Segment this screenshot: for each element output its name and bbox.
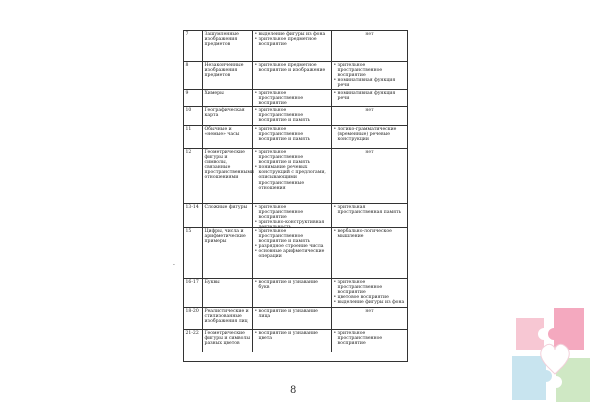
function-item: • зрительное пространственное восприятие и память	[255, 150, 330, 165]
function-item: • зрительное предметное восприятие и изображение	[255, 63, 330, 73]
table-row	[184, 149, 407, 204]
none-label: нет	[365, 150, 374, 155]
row-number: 9	[184, 90, 203, 106]
material-cell: Цифры, числа и арифметические примеры	[203, 228, 253, 278]
function-item: • восприятие и узнавание цвета	[255, 331, 330, 341]
table-row	[184, 90, 407, 107]
additional-cell	[332, 228, 407, 278]
additional-item: • зрительное пространственное восприятие	[334, 331, 406, 346]
additional-cell	[332, 330, 407, 352]
page-number: 8	[290, 385, 297, 396]
table-row	[184, 107, 407, 126]
table-row	[184, 31, 407, 62]
row-number: 8	[184, 62, 203, 89]
material-cell: Обычные и «немые» часы	[203, 126, 253, 148]
material-cell: Сложные фигуры	[203, 204, 253, 227]
material-cell: Буквы	[203, 279, 253, 307]
table-row	[184, 126, 407, 149]
additional-item: • вербально-логическое мышление	[334, 229, 406, 239]
additional-cell	[332, 308, 407, 329]
none-label: нет	[365, 309, 374, 314]
functions-cell	[253, 126, 332, 148]
functions-cell	[253, 308, 332, 329]
additional-item: • зрительное пространственное восприятие	[334, 280, 406, 295]
functions-cell	[253, 107, 332, 125]
function-item: • зрительное пространственное восприятие и память	[255, 108, 330, 123]
row-number: 13-14	[184, 204, 203, 227]
additional-cell	[332, 204, 407, 227]
additional-item: • выделение фигуры из фона	[334, 300, 406, 305]
material-cell: Геометрические фигуры и символы разных цветов	[203, 330, 253, 352]
row-number: 7	[184, 31, 203, 61]
functions-cell	[253, 149, 332, 203]
function-item: • основные арифметические операции	[255, 249, 330, 259]
puzzle-logo-icon	[508, 298, 600, 410]
document-table	[183, 30, 408, 362]
row-number: 18-20	[184, 308, 203, 329]
none-label: нет	[365, 32, 374, 37]
additional-cell	[332, 62, 407, 89]
additional-item: • логико-грамматические (временные) речевые конструкции	[334, 127, 406, 142]
additional-cell	[332, 149, 407, 203]
function-item: • восприятие и узнавание букв	[255, 280, 330, 290]
table-row	[184, 228, 407, 279]
table-row	[184, 204, 407, 231]
material-cell: Географическая карта	[203, 107, 253, 125]
row-number: 11	[184, 126, 203, 148]
function-item: • зрительное пространственное восприятие	[255, 205, 330, 220]
material-cell: Химеры	[203, 90, 253, 106]
function-item: • разрядное строение числа	[255, 244, 330, 249]
row-number: 12	[184, 149, 203, 203]
additional-item: • номинативная функция речи	[334, 78, 406, 88]
additional-cell	[332, 90, 407, 106]
additional-item: • номинативная функция речи	[334, 91, 406, 101]
stray-dot: .	[173, 260, 175, 267]
function-item: • зрительно-конструктивная деятельность	[255, 220, 330, 230]
function-item: • зрительное предметное восприятие	[255, 37, 330, 47]
function-item: • зрительное пространственное восприятие и память	[255, 229, 330, 244]
additional-cell	[332, 126, 407, 148]
table-row	[184, 279, 407, 308]
functions-cell	[253, 31, 332, 61]
table-row	[184, 62, 407, 90]
functions-cell	[253, 62, 332, 89]
function-item: • зрительное пространственное восприятие	[255, 91, 330, 106]
material-cell: Зашумленные изображения предметов	[203, 31, 253, 61]
functions-cell	[253, 204, 332, 231]
row-number: 15	[184, 228, 203, 278]
row-number: 16-17	[184, 279, 203, 307]
function-item: • понимание речевых конструкций с предлогами, описывающими пространственные отношения	[255, 165, 330, 190]
material-cell: Геометрические фигуры и символы, связанные пространственными отношениями	[203, 149, 253, 203]
additional-cell	[332, 279, 407, 307]
table-row	[184, 308, 407, 330]
none-label: нет	[365, 108, 374, 113]
row-number: 10	[184, 107, 203, 125]
material-cell: Незаконченные изображения предметов	[203, 62, 253, 89]
functions-cell	[253, 330, 332, 352]
additional-cell	[332, 107, 407, 125]
function-item: • выделение фигуры из фона	[255, 32, 330, 37]
material-cell: Реалистические и стилизованные изображения лиц	[203, 308, 253, 329]
additional-cell	[332, 31, 407, 61]
row-number: 21-22	[184, 330, 203, 352]
function-item: • зрительное пространственное восприятие и память	[255, 127, 330, 142]
additional-item: • цветовое восприятие	[334, 295, 406, 300]
additional-item: • зрительное пространственное восприятие	[334, 63, 406, 78]
function-item: • восприятие и узнавание лица	[255, 309, 330, 319]
additional-item: • зрительная пространственная память	[334, 205, 406, 215]
table-row	[184, 330, 407, 352]
functions-cell	[253, 279, 332, 307]
functions-cell	[253, 228, 332, 278]
functions-cell	[253, 90, 332, 106]
